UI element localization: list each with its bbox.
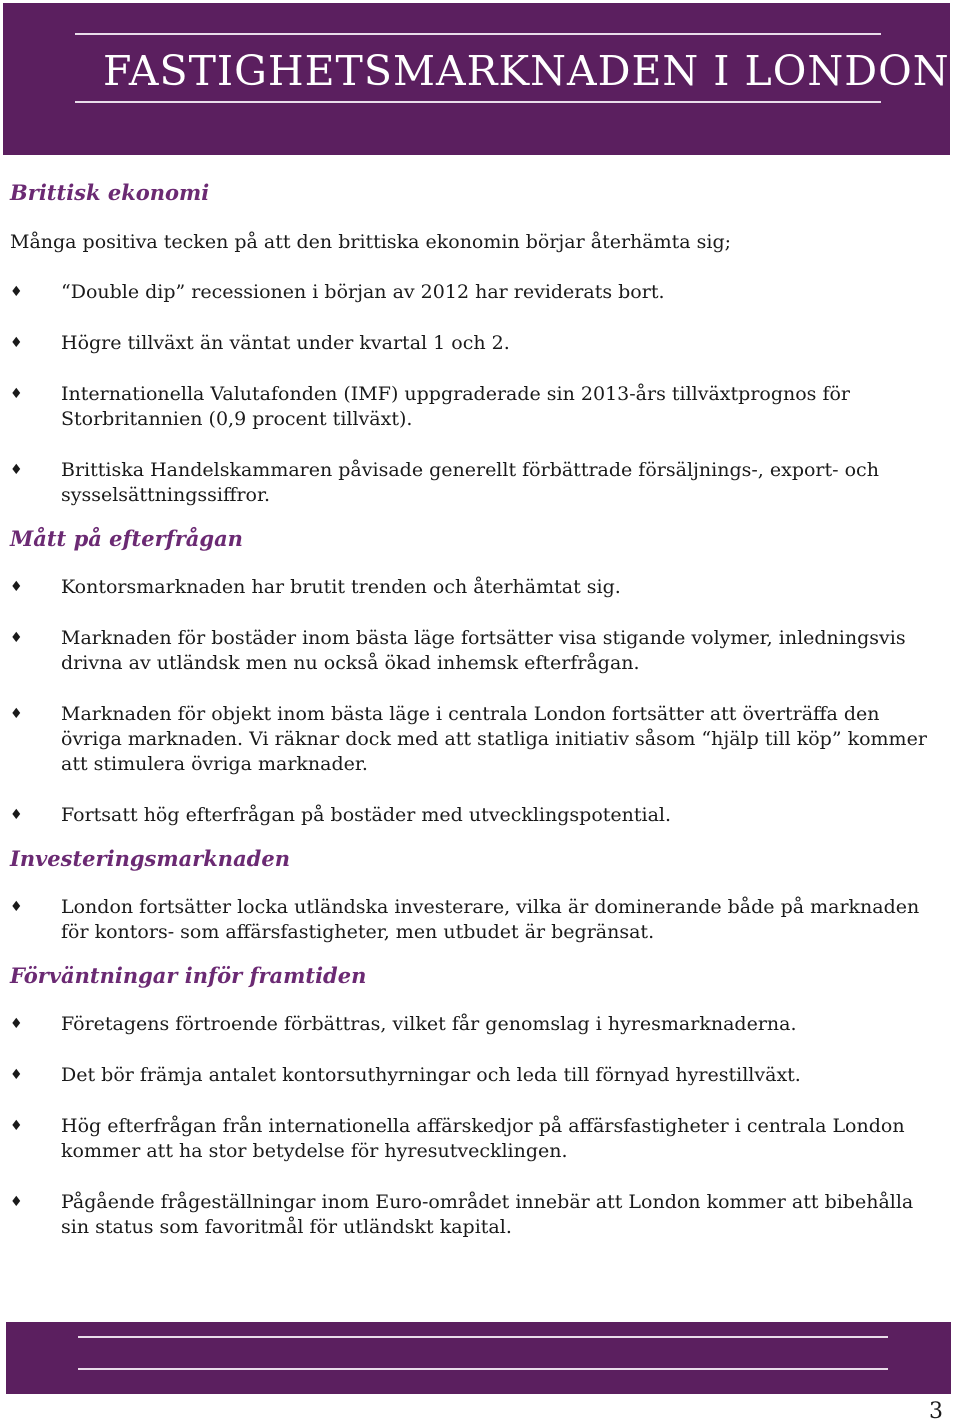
section-heading-matt-pa-efterfragan: Mått på efterfrågan (10, 526, 243, 551)
footer-band (6, 1322, 951, 1394)
bullet-list (10, 895, 930, 945)
section-heading-brittisk-ekonomi: Brittisk ekonomi (10, 180, 210, 205)
list-item-text: Hög efterfrågan från internationella affärskedjor på affärsfastigheter i centrala London kommer att ha stor betydelse för hyresutvecklingen. (61, 1115, 905, 1162)
page-title: FASTIGHETSMARKNADEN I LONDON (103, 47, 950, 95)
list-item (10, 626, 930, 676)
list-item-text: Marknaden för bostäder inom bästa läge fortsätter visa stigande volymer, inledningsvis drivna av utländsk men nu också ökad inhemsk efterfrågan. (61, 627, 906, 674)
diamond-bullet-icon: ♦ (10, 1194, 23, 1210)
list-item (10, 1114, 930, 1164)
diamond-bullet-icon: ♦ (10, 630, 23, 646)
footer-bottom-rule (78, 1368, 888, 1370)
list-item (10, 280, 930, 305)
diamond-bullet-icon: ♦ (10, 386, 23, 402)
bullet-list (10, 1012, 930, 1240)
diamond-bullet-icon: ♦ (10, 579, 23, 595)
diamond-bullet-icon: ♦ (10, 1016, 23, 1032)
list-item-text: London fortsätter locka utländska investerare, vilka är dominerande både på marknaden för kontors- som affärsfastigheter, men utbudet är begränsat. (61, 896, 920, 943)
diamond-bullet-icon: ♦ (10, 706, 23, 722)
header-bottom-rule (75, 101, 881, 103)
list-item-text: Företagens förtroende förbättras, vilket får genomslag i hyresmarknaderna. (61, 1013, 797, 1035)
list-item-text: Det bör främja antalet kontorsuthyrningar och leda till förnyad hyrestillväxt. (61, 1064, 801, 1086)
page-number: 3 (929, 1399, 943, 1424)
list-item-text: “Double dip” recessionen i början av 2012 har reviderats bort. (61, 281, 665, 303)
section-intro: Många positiva tecken på att den brittiska ekonomin börjar återhämta sig; (10, 231, 732, 253)
diamond-bullet-icon: ♦ (10, 807, 23, 823)
page-content (10, 177, 930, 1240)
header-band (3, 3, 950, 155)
diamond-bullet-icon: ♦ (10, 462, 23, 478)
list-item (10, 1063, 930, 1088)
list-item-text: Högre tillväxt än väntat under kvartal 1 och 2. (61, 332, 510, 354)
header-top-rule (75, 33, 881, 35)
list-item (10, 895, 930, 945)
footer-top-rule (78, 1336, 888, 1338)
diamond-bullet-icon: ♦ (10, 284, 23, 300)
section-heading-investeringsmarknaden: Investeringsmarknaden (10, 846, 290, 871)
list-item-text: Internationella Valutafonden (IMF) uppgraderade sin 2013-års tillväxtprognos för Storbritannien (0,9 procent tillväxt). (61, 383, 851, 430)
list-item-text: Brittiska Handelskammaren påvisade generellt förbättrade försäljnings-, export- och sysselsättningssiffror. (61, 459, 879, 506)
list-item-text: Kontorsmarknaden har brutit trenden och återhämtat sig. (61, 576, 621, 598)
list-item-text: Fortsatt hög efterfrågan på bostäder med utvecklingspotential. (61, 804, 672, 826)
diamond-bullet-icon: ♦ (10, 1118, 23, 1134)
list-item (10, 331, 930, 356)
bullet-list (10, 575, 930, 828)
list-item (10, 803, 930, 828)
section-heading-forvantningar: Förväntningar inför framtiden (10, 963, 367, 988)
list-item (10, 575, 930, 600)
list-item-text: Pågående frågeställningar inom Euro-området innebär att London kommer att bibehålla sin status som favoritmål för utländskt kapital. (61, 1191, 914, 1238)
bullet-list (10, 280, 930, 508)
list-item (10, 458, 930, 508)
diamond-bullet-icon: ♦ (10, 335, 23, 351)
list-item (10, 702, 930, 777)
diamond-bullet-icon: ♦ (10, 899, 23, 915)
list-item-text: Marknaden för objekt inom bästa läge i centrala London fortsätter att överträffa den övriga marknaden. Vi räknar dock med att statliga initiativ såsom “hjälp till köp” kommer att stimulera övriga marknader. (61, 703, 927, 775)
list-item (10, 382, 930, 432)
diamond-bullet-icon: ♦ (10, 1067, 23, 1083)
list-item (10, 1012, 930, 1037)
list-item (10, 1190, 930, 1240)
